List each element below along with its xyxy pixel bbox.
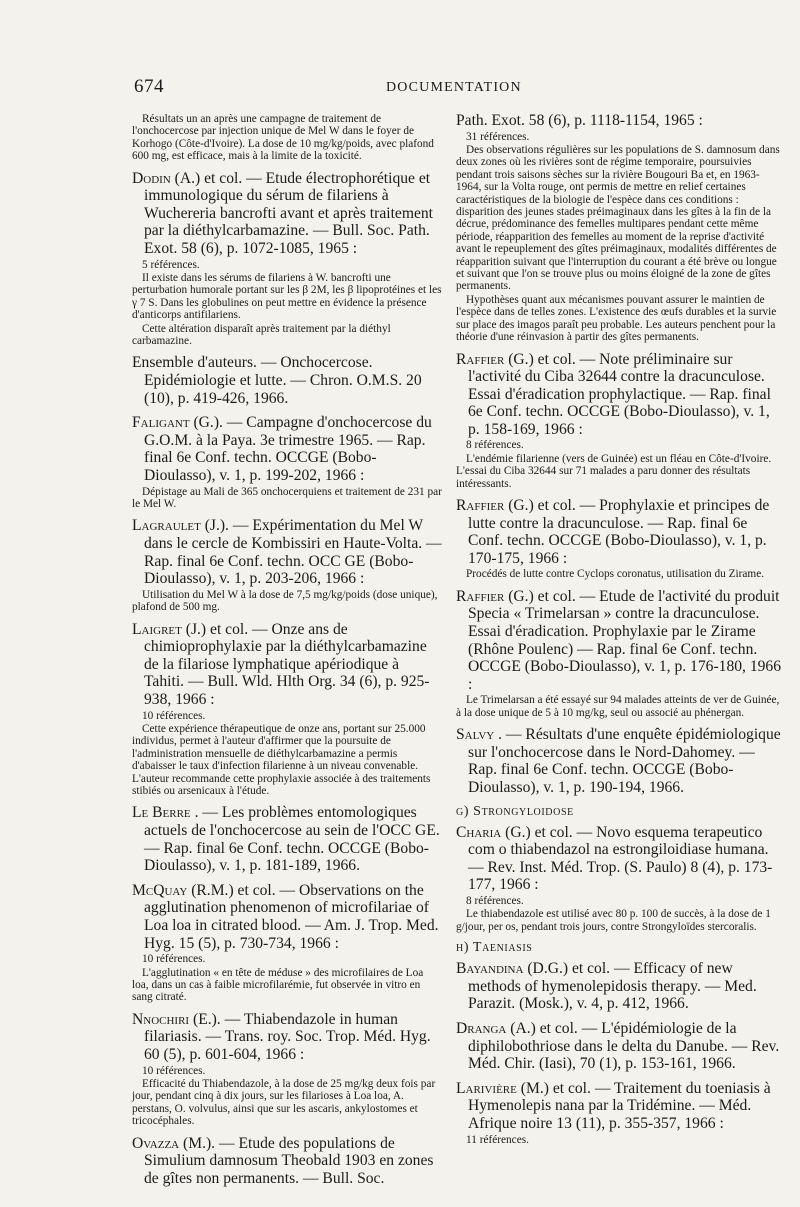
bibliography-entry — [132, 882, 442, 1004]
abstract-note: 11 références. — [466, 1133, 529, 1146]
section-heading: g) Strongyloidose — [456, 803, 574, 819]
citation-text: . — Résultats d'une enquête épidémiologique sur l'onchocercose dans le Nord-Dahomey. — Rap. final 6e Conf. techn. OCCGE (Bobo-Dioulasso), v. 1, p. 190-194, 1966. — [468, 726, 781, 797]
citation — [132, 1011, 442, 1064]
left-column — [132, 112, 442, 1194]
author-name: Bayandina — [456, 960, 524, 978]
abstract-note: 5 références. — [142, 258, 200, 271]
bibliography-entry — [132, 517, 442, 613]
author-name: Larivière — [456, 1079, 517, 1097]
abstract-note: Le Trimelarsan a été essayé sur 94 malades atteints de ver de Guinée, à la dose unique de 5 à 10 mg/kg, seul ou associé au phénergan. — [456, 694, 780, 719]
citation — [456, 824, 782, 894]
bibliography-entry — [456, 960, 782, 1013]
bibliography-entry — [456, 726, 782, 796]
author-name: Raffier — [456, 497, 505, 515]
bibliography-entry — [456, 112, 782, 344]
citation-text: (G.) et col. — Etude de l'activité du produit Specia « Trimelarsan » contre la dracunculose. Essai d'éradication. Prophylaxie par le Zirame (Rhône Poulenc) — Rap. final 6e Conf. techn. OCCGE (Bobo-Dioulasso), v. 1, p. 176-180, 1966 : — [468, 587, 782, 693]
abstract-note: Résultats un an après une campagne de traitement de l'onchocercose par injection unique de Mel W dans le foyer de Korhogo (Côte-d'Ivoire). La dose de 10 mg/kg/poids, avec plafond 600 mg, est efficace, mais à la limite de la toxicité. — [132, 113, 434, 163]
section-heading: h) Taeniasis — [456, 940, 533, 956]
bibliography-entry — [456, 824, 782, 934]
author-name: Nnochiri — [132, 1010, 190, 1028]
bibliography-entry — [456, 497, 782, 581]
author-name: Raffier — [456, 350, 505, 368]
abstract-note: Dépistage au Mali de 365 onchocerquiens et traitement de 231 par le Mel W. — [132, 485, 442, 510]
citation — [456, 726, 782, 796]
author-name: Le Berre — [132, 804, 191, 822]
author-name: Dranga — [456, 1020, 507, 1037]
abstract-note: 31 références. — [466, 130, 530, 143]
citation — [132, 1135, 442, 1188]
citation — [132, 621, 442, 709]
bibliography-entry — [456, 588, 782, 719]
abstract-note: 10 références. — [142, 709, 206, 722]
bibliography-entry — [132, 1011, 442, 1128]
citation-text: Path. Exot. 58 (6), p. 1118-1154, 1965 : — [456, 112, 703, 129]
author-name: Laigret — [132, 620, 182, 638]
bibliography-entry — [456, 351, 782, 491]
running-title: DOCUMENTATION — [386, 80, 522, 95]
abstract-note: Cette expérience thérapeutique de onze ans, portant sur 25.000 individus, permet à l'auteur d'affirmer que la poursuite de l'administration mensuelle de diéthylcarbamazine a permis d'abaisser le taux d'infection filarienne à un niveau convenable. L'auteur recommande cette prophylaxie associée à des traitements stibiés ou arsenicaux à l'étude. — [132, 722, 431, 797]
citation — [456, 1080, 782, 1133]
author-name: Ovazza — [132, 1134, 180, 1152]
bibliography-entry — [132, 170, 442, 348]
abstract-note: Utilisation du Mel W à la dose de 7,5 mg/kg/poids (dose unique), plafond de 500 mg. — [132, 588, 438, 614]
citation — [456, 1020, 782, 1073]
abstract-note: 8 références. — [466, 439, 524, 452]
bibliography-entry — [456, 1020, 782, 1073]
citation-text: (G.) et col. — Prophylaxie et principes de lutte contre la dracunculose. — Rap. final 6e Conf. techn. OCCGE (Bobo-Dioulasso), v. 1, p. 170-175, 1966 : — [468, 497, 770, 567]
abstract-note: Le thiabendazole est utilisé avec 80 p. 100 de succès, à la dose de 1 g/jour, per os, pendant trois jours, contre Strongyloïdes stercoralis. — [456, 908, 771, 933]
bibliography-entry — [132, 414, 442, 510]
citation — [456, 588, 782, 694]
page-number: 674 — [134, 76, 164, 97]
citation-text: Ensemble d'auteurs. — Onchocercose. Epidémiologie et lutte. — Chron. O.M.S. 20 (10), p. 419-426, 1966. — [132, 354, 422, 407]
abstract-note: Hypothèses quant aux mécanismes pouvant assurer le maintien de l'espèce dans de telles zones. L'existence des œufs durables et la survie sur place des imagos paraît peu probable. Les auteurs penchent pour la théorie d'une réinvasion à partir des gîtes permanents. — [456, 293, 777, 344]
citation — [132, 414, 442, 484]
bibliography-entry — [132, 354, 442, 407]
citation-text: (G.) et col. — Note préliminaire sur l'activité du Ciba 32644 contre la dracunculose. Essai d'éradication prophylactique. — Rap. final 6e Conf. techn. OCCGE (Bobo-Dioulasso), v. 1, p. 158-169, 1966 : — [468, 350, 771, 438]
citation — [456, 112, 782, 130]
citation — [132, 170, 442, 258]
abstract-note: L'agglutination « en tête de méduse » des microfilaires de Loa loa, dans un cas à faible microfilarémie, fut observée in vitro en sang citraté. — [132, 966, 424, 1004]
abstract-note: Des observations régulières sur les populations de S. damnosum dans deux zones où les rivières sont de régime temporaire, poursuivies pendant trois saisons sèches sur la rivière Bougouri Ba et, en 1963-1964, sur la Volta rouge, ont permis de mettre en relief certaines caractéristiques de la biologie de l'espèce dans ces conditions : disparition des jeunes stades préimaginaux dans les gîtes à la fin de la décrue, prédominance des femelles multipares pendant cette même période, réapparition des femelles au moment de la reprise d'activité avant le repeuplement des gîtes préimaginaux, modalités différentes de réapparition suivant que l'interruption du courant a été brève ou longue et suivant que l'on se trouve plus ou moins éloigné de la zone de gîtes permanents. — [456, 144, 780, 293]
page-header — [134, 76, 800, 106]
citation — [132, 804, 442, 874]
citation — [456, 497, 782, 567]
bibliography-entry — [132, 113, 442, 163]
citation-text: (E.). — Thiabendazole in human filariasis. — Trans. roy. Soc. Trop. Méd. Hyg. 60 (5), p. 601-604, 1966 : — [144, 1010, 431, 1063]
abstract-note: 10 références. — [142, 953, 206, 966]
citation-text: . — Les problèmes entomologiques actuels de l'onchocercose au sein de l'OCC GE. — Rap. final 6e Conf. techn. OCCGE (Bobo-Dioulasso), v. 1, p. 181-189, 1966. — [144, 804, 440, 875]
abstract-note: Efficacité du Thiabendazole, à la dose de 25 mg/kg deux fois par jour, pendant cinq à dix jours, sur les filarioses à Loa loa, A. perstans, O. volvulus, ainsi que sur les ascaris, ankylostomes et tricocéphales. — [132, 1077, 436, 1128]
bibliography-entry — [456, 1080, 782, 1146]
abstract-note: Cette altération disparaît après traitement par la diéthyl carbamazine. — [132, 322, 391, 348]
citation-text: (M.) et col. — Traitement du toeniasis à Hymenolepis nana par la Tridémine. — Méd. Afrique noire 13 (11), p. 355-357, 1966 : — [468, 1079, 771, 1132]
author-name: Raffier — [456, 587, 505, 605]
citation — [132, 354, 442, 407]
citation — [456, 351, 782, 439]
abstract-note: 10 références. — [142, 1064, 206, 1077]
abstract-note: Procédés de lutte contre Cyclops coronatus, utilisation du Zirame. — [466, 568, 765, 581]
author-name: Salvy — [456, 726, 495, 744]
bibliography-entry — [132, 621, 442, 798]
author-name: Charia — [456, 823, 502, 841]
author-name: Lagraulet — [132, 517, 201, 535]
citation — [132, 882, 442, 952]
abstract-note: Il existe dans les sérums de filariens à W. bancrofti une perturbation humorale portant sur les β 2M, les β lipoprotéines et les γ 7 S. Dans les globulines on peut mettre en évidence la présence d'anticorps antifilariens. — [132, 272, 442, 322]
citation-text: (D.G.) et col. — Efficacy of new methods of hymenolepidosis therapy. — Med. Parazit. (Mosk.), v. 4, p. 412, 1966. — [468, 960, 757, 1013]
author-name: McQuay — [132, 881, 188, 899]
citation-text: (A.) et col. — L'épidémiologie de la diphilobothriose dans le delta du Danube. — Rev. Méd. Chir. (Iasi), 70 (1), p. 153-161, 1966. — [468, 1020, 780, 1073]
author-name: Dodin — [132, 169, 171, 187]
right-column — [456, 112, 782, 1153]
bibliography-entry — [132, 804, 442, 874]
citation — [132, 517, 442, 587]
citation — [456, 960, 782, 1013]
author-name: Faligant — [132, 414, 190, 432]
citation-text: (M.). — Etude des populations de Simulium damnosum Theobald 1903 en zones de gîtes non permanents. — Bull. Soc. — [144, 1134, 434, 1187]
abstract-note: L'endémie filarienne (vers de Guinée) est un fléau en Côte-d'Ivoire. L'essai du Ciba 32644 sur 71 malades a paru donner des résultats intéressants. — [456, 452, 772, 490]
citation-text: (A.) et col. — Etude électrophorétique et immunologique du sérum de filariens à Wuchereria bancrofti avant et après traitement par la diéthylcarbamazine. — Bull. Soc. Path. Exot. 58 (6), p. 1072-1085, 1965 : — [144, 169, 434, 257]
citation-text: (G.). — Campagne d'onchocercose du G.O.M. à la Paya. 3e trimestre 1965. — Rap. final 6e Conf. techn. OCCGE (Bobo-Dioulasso), v. 1, p. 199-202, 1966 : — [144, 414, 432, 484]
abstract-note: 8 références. — [466, 895, 524, 907]
citation-text: (G.) et col. — Novo esquema terapeutico com o thiabendazol na estrongiloidiase humana. — Rev. Inst. Méd. Trop. (S. Paulo) 8 (4), p. 173-177, 1966 : — [468, 823, 773, 894]
citation-text: (R.M.) et col. — Observations on the agglutination phenomenon of microfilariae of Loa loa in citrated blood. — Am. J. Trop. Med. Hyg. 15 (5), p. 730-734, 1966 : — [144, 881, 439, 952]
citation-text: (J.) et col. — Onze ans de chimioprophylaxie par la diéthylcarbamazine de la filariose lymphatique apériodique à Tahiti. — Bull. Wld. Hlth Org. 34 (6), p. 925-938, 1966 : — [144, 620, 430, 708]
bibliography-entry — [132, 1135, 442, 1188]
citation-text: (J.). — Expérimentation du Mel W dans le cercle de Kombissiri en Haute-Volta. — Rap. final 6e Conf. techn. OCC GE (Bobo-Dioulasso), v. 1, p. 203-206, 1966 : — [144, 517, 442, 588]
